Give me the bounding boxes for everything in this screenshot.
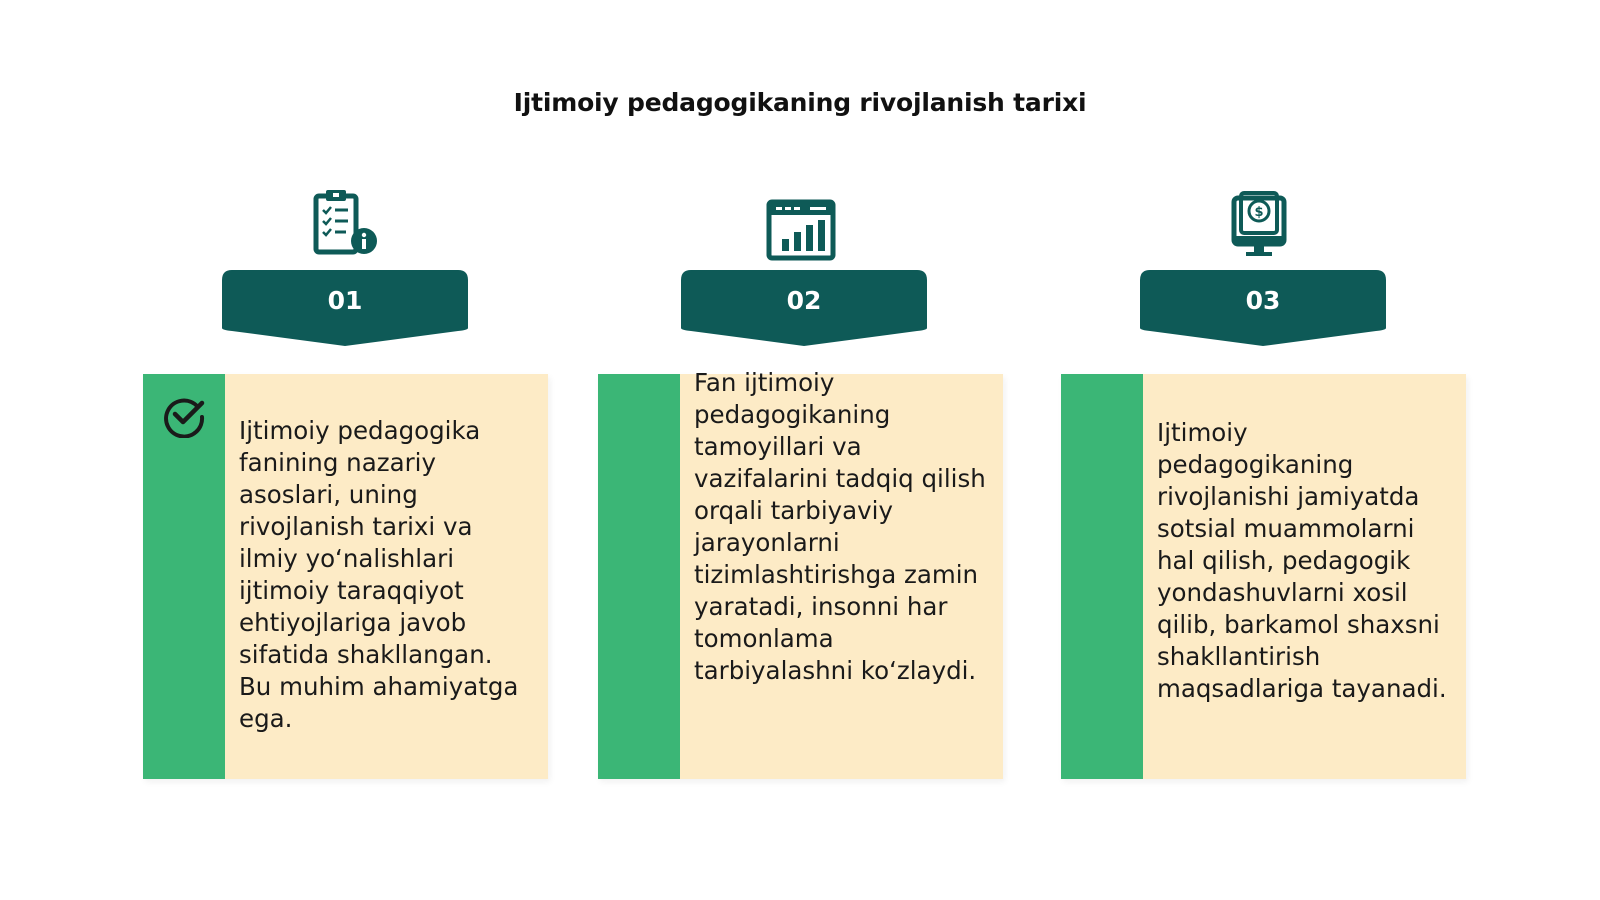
step-card-03	[1061, 374, 1466, 779]
money-monitor-icon	[1224, 190, 1294, 260]
step-card-01	[143, 374, 548, 779]
step-badge-03	[1140, 270, 1386, 350]
step-badge-02	[681, 270, 927, 350]
step-description: Ijtimoiy pedagogika fanining nazariy asoslari, uning rivojlanish tarixi va ilmiy yo‘nalishlari ijtimoiy taraqqiyot ehtiyojlariga javob sifatida shakllangan. Bu muhim ahamiyatga ega.	[239, 416, 519, 733]
step-number: 03	[1245, 286, 1281, 315]
step-number: 01	[327, 286, 363, 315]
bar-chart-window-icon	[766, 194, 836, 264]
card-accent-strip	[1061, 374, 1143, 779]
clipboard-checklist-icon	[310, 188, 380, 258]
check-circle-icon	[161, 392, 207, 438]
step-description: Fan ijtimoiy pedagogikaning tamoyillari va vazifalarini tadqiq qilish orqali tarbiyaviy jarayonlarni tizimlashtirishga zamin yaratadi, insonni har tomonlama tarbiyalashni ko‘zlaydi.	[694, 368, 986, 685]
step-number: 02	[786, 286, 822, 315]
step-card-02	[598, 368, 1003, 779]
step-badge-01	[222, 270, 468, 350]
step-description: Ijtimoiy pedagogikaning rivojlanishi jamiyatda sotsial muammolarni hal qilish, pedagogik yondashuvlarni xosil qilib, barkamol shaxsni shakllantirish maqsadlariga tayanadi.	[1157, 418, 1447, 703]
svg-text:$: $	[1254, 205, 1264, 220]
page-title: Ijtimoiy pedagogikaning rivojlanish tarixi	[513, 88, 1087, 117]
card-accent-strip	[598, 374, 680, 779]
